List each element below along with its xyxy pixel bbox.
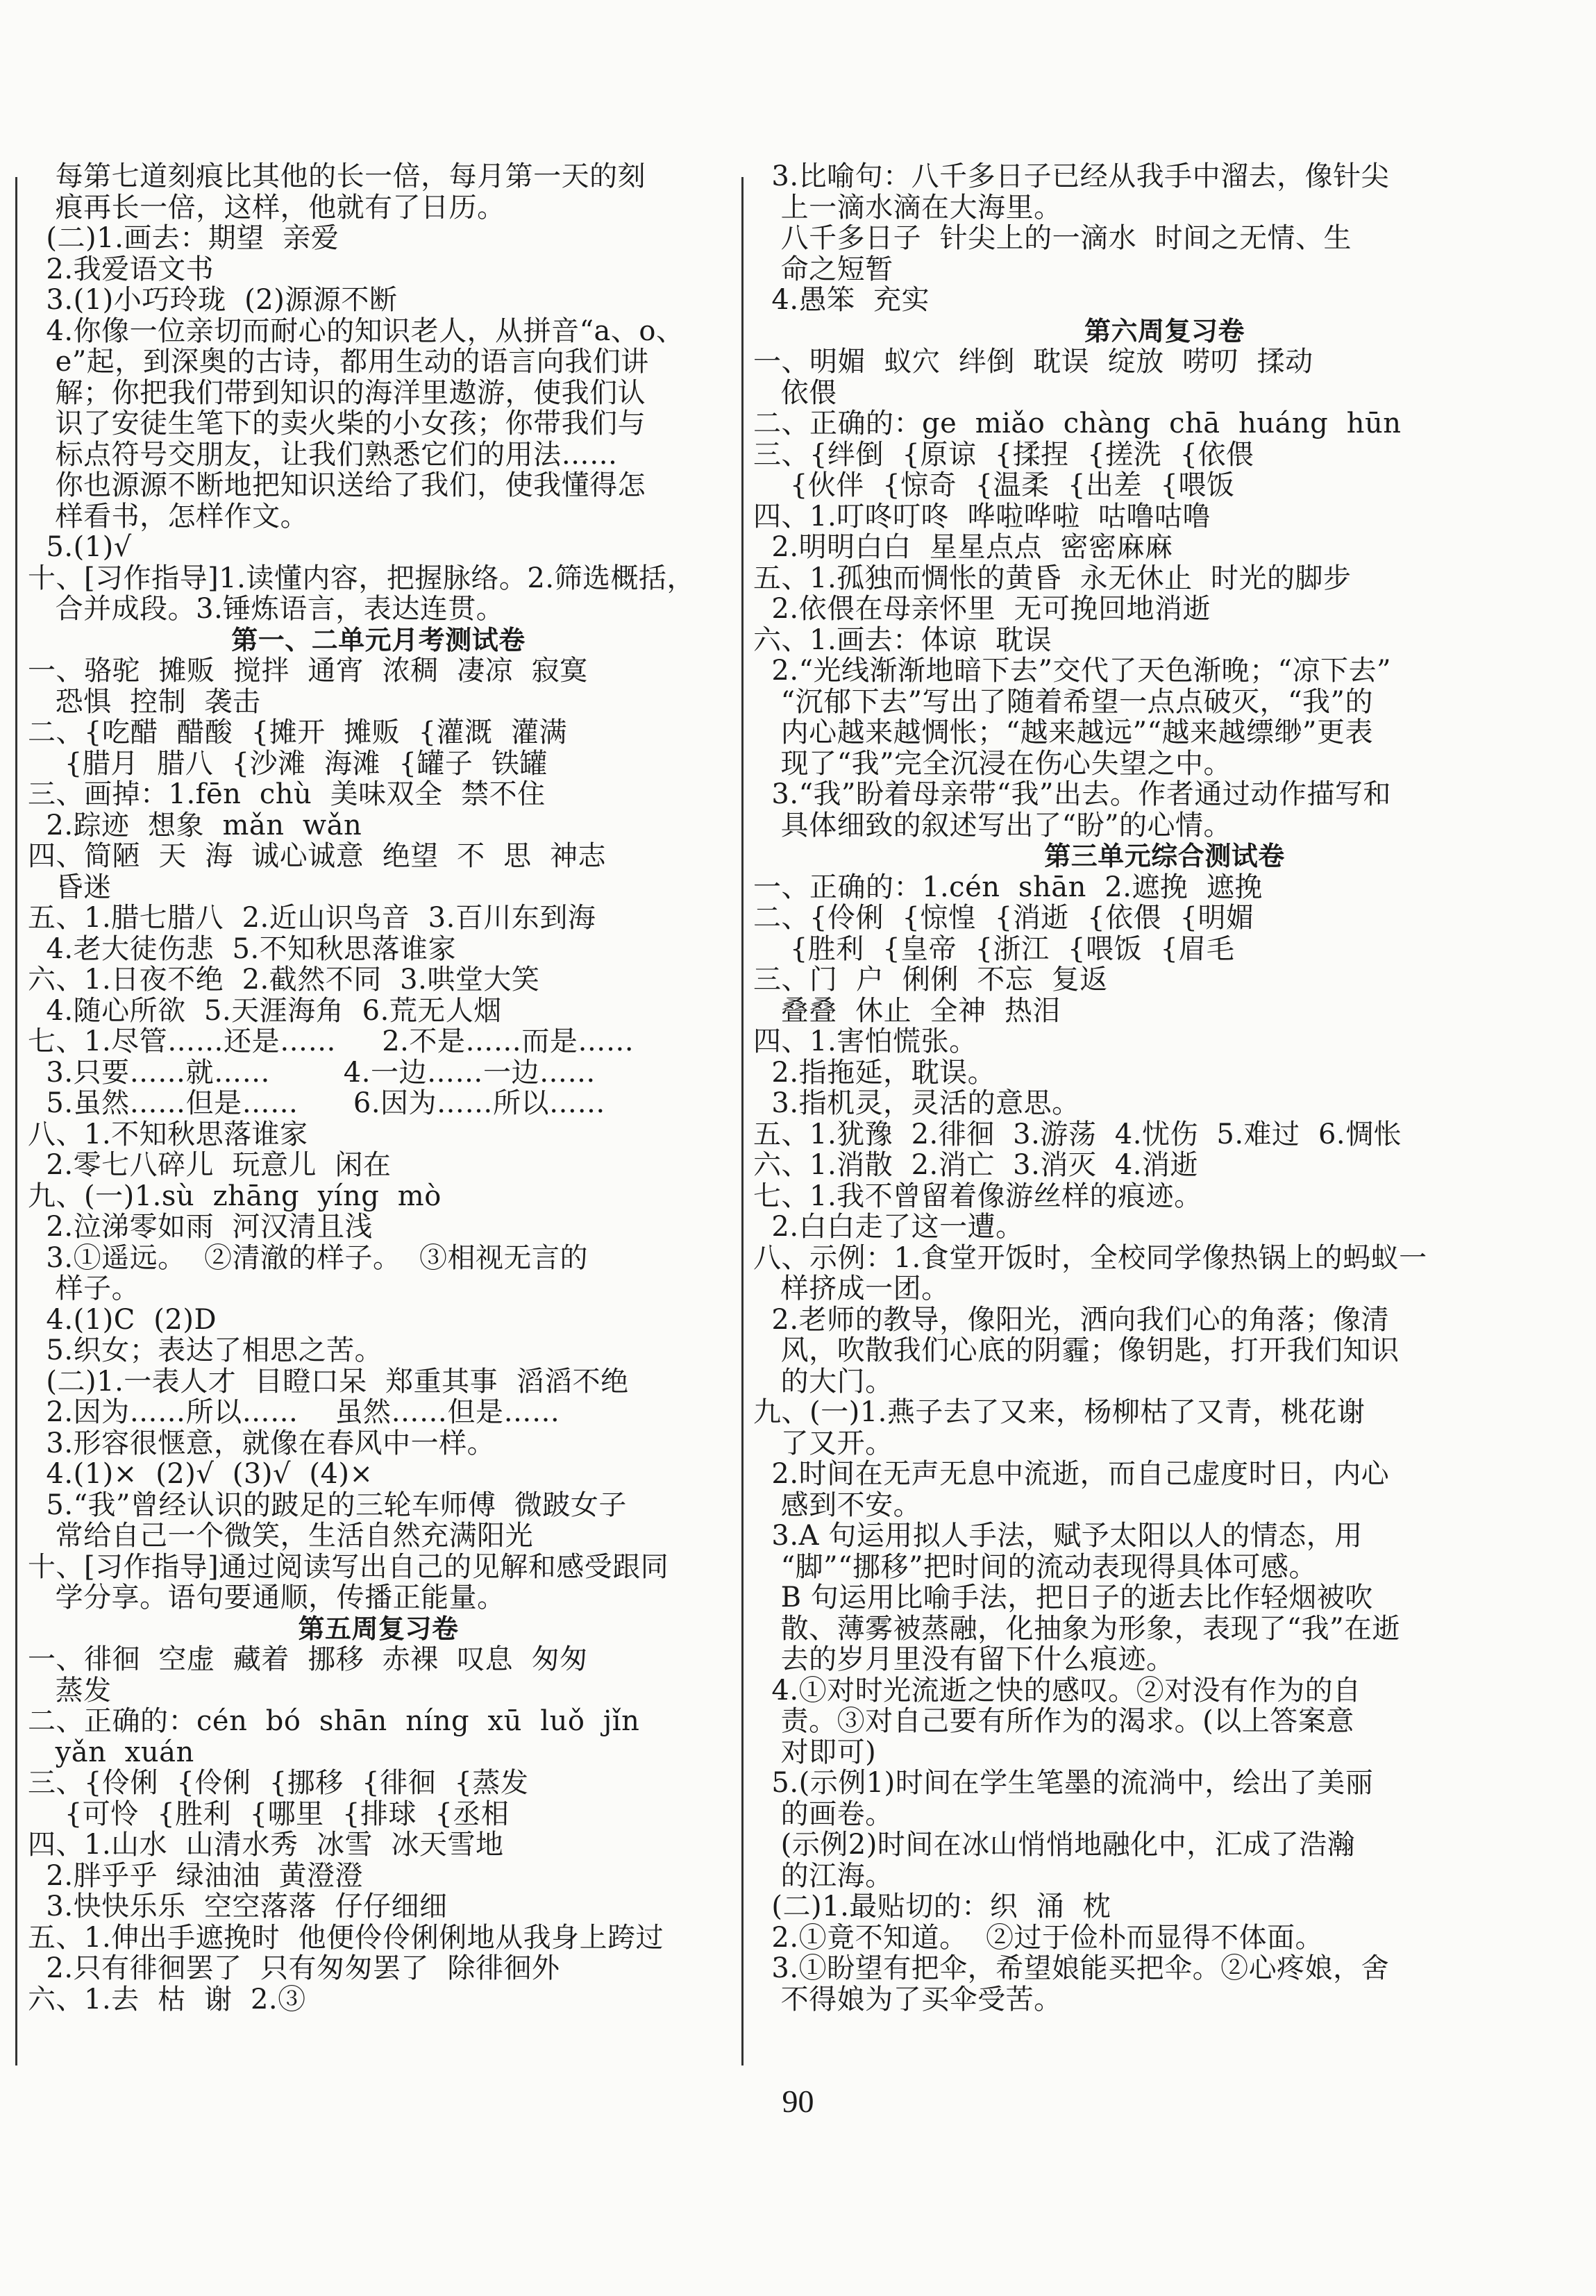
answer-line: 标点符号交朋友，让我们熟悉它们的用法…… bbox=[28, 438, 618, 471]
answer-line: (示例2)时间在冰山悄悄地融化中，汇成了浩瀚 bbox=[753, 1829, 1356, 1861]
answer-line: 昏迷 bbox=[28, 871, 112, 903]
answer-line: 3.比喻句：八千多日子已经从我手中溜去，像针尖 bbox=[753, 160, 1390, 192]
answer-line: 2.胖乎乎 绿油油 黄澄澄 bbox=[28, 1859, 363, 1892]
answer-line: 4.(1)× (2)√ (3)√ (4)× bbox=[28, 1458, 373, 1490]
answer-line: 3.①盼望有把伞，希望娘能买把伞。②心疼娘，舍 bbox=[753, 1952, 1390, 1984]
answer-line: 四、1.山水 山清水秀 冰雪 冰天雪地 bbox=[28, 1829, 504, 1861]
answer-line: 五、1.犹豫 2.徘徊 3.游荡 4.忧伤 5.难过 6.惆怅 bbox=[753, 1118, 1402, 1150]
answer-line: (二)1.最贴切的：织 涌 枕 bbox=[753, 1891, 1111, 1922]
answer-line: 4.你像一位亲切而耐心的知识老人，从拼音“a、o、 bbox=[28, 315, 684, 347]
answer-line: 恐惧 控制 袭击 bbox=[28, 685, 261, 718]
answer-line: B 句运用比喻手法，把日子的逝去比作轻烟被吹 bbox=[753, 1582, 1373, 1614]
section-heading: 第一、二单元月考测试卷 bbox=[231, 624, 526, 655]
answer-line: 三、{伶俐 {伶俐 {挪移 {徘徊 {蒸发 bbox=[28, 1767, 529, 1799]
answer-line: “沉郁下去”写出了随着希望一点点破灭，“我”的 bbox=[753, 685, 1373, 718]
answer-line: 识了安徒生笔下的卖火柴的小女孩；你带我们与 bbox=[28, 408, 646, 439]
left-margin-rule bbox=[15, 177, 17, 2065]
answer-line: 五、1.伸出手遮挽时 他便伶伶俐俐地从我身上跨过 bbox=[28, 1921, 664, 1954]
answer-line: 5.(示例1)时间在学生笔墨的流淌中，绘出了美丽 bbox=[753, 1767, 1374, 1799]
answer-line: 责。③对自己要有所作为的渴求。(以上答案意 bbox=[753, 1705, 1354, 1737]
answer-line: 上一滴水滴在大海里。 bbox=[753, 191, 1062, 224]
column-divider-rule bbox=[741, 177, 744, 2065]
answer-line: {腊月 腊八 {沙滩 海滩 {罐子 铁罐 bbox=[28, 747, 548, 780]
answer-line: 每第七道刻痕比其他的长一倍，每月第一天的刻 bbox=[28, 160, 646, 192]
answer-line: 依偎 bbox=[753, 376, 837, 409]
answer-line: 八千多日子 针尖上的一滴水 时间之无情、生 bbox=[753, 222, 1352, 254]
answer-line: 七、1.我不曾留着像游丝样的痕迹。 bbox=[753, 1180, 1202, 1212]
answer-line: 十、[习作指导]1.读懂内容，把握脉络。2.筛选概括， bbox=[28, 562, 696, 594]
answer-line: 一、徘徊 空虚 藏着 挪移 赤裸 叹息 匆匆 bbox=[28, 1643, 588, 1675]
answer-line: 一、骆驼 摊贩 搅拌 通宵 浓稠 凄凉 寂寞 bbox=[28, 655, 588, 687]
answer-line: 2.因为……所以…… 虽然……但是…… bbox=[28, 1396, 560, 1428]
answer-line: 的江海。 bbox=[753, 1859, 893, 1892]
answer-line: 痕再长一倍，这样，他就有了日历。 bbox=[28, 191, 505, 224]
answer-line: 六、1.去 枯 谢 2.③ bbox=[28, 1983, 306, 2016]
answer-line: 样看书，怎样作文。 bbox=[28, 500, 309, 533]
answer-line: 四、简陋 天 海 诚心诚意 绝望 不 思 神志 bbox=[28, 840, 607, 872]
answer-line: 2.老师的教导，像阳光，洒向我们心的角落；像清 bbox=[753, 1303, 1390, 1336]
answer-line: 3.(1)小巧玲珑 (2)源源不断 bbox=[28, 284, 398, 316]
answer-line: 六、1.消散 2.消亡 3.消灭 4.消逝 bbox=[753, 1149, 1198, 1181]
answer-line: 4.(1)C (2)D bbox=[28, 1303, 217, 1336]
answer-line: 4.随心所欲 5.天涯海角 6.荒无人烟 bbox=[28, 994, 502, 1027]
answer-line: 3.指机灵，灵活的意思。 bbox=[753, 1087, 1080, 1119]
answer-line: 内心越来越惆怅；“越来越远”“越来越缥缈”更表 bbox=[753, 717, 1373, 748]
answer-line: 五、1.孤独而惆怅的黄昏 永无休止 时光的脚步 bbox=[753, 562, 1352, 594]
answer-line: yǎn xuán bbox=[28, 1736, 194, 1768]
answer-line: 解；你把我们带到知识的海洋里遨游，使我们认 bbox=[28, 376, 646, 409]
answer-line: 现了“我”完全沉浸在伤心失望之中。 bbox=[753, 747, 1232, 780]
answer-line: 二、{吃醋 醋酸 {摊开 摊贩 {灌溉 灌满 bbox=[28, 717, 567, 748]
answer-line: 十、[习作指导]通过阅读写出自己的见解和感受跟同 bbox=[28, 1550, 669, 1583]
answer-line: 学分享。语句要通顺，传播正能量。 bbox=[28, 1582, 505, 1614]
answer-line: 3.A 句运用拟人手法，赋予太阳以人的情态，用 bbox=[753, 1520, 1363, 1552]
answer-line: 二、{伶俐 {惊惶 {消逝 {依偎 {明媚 bbox=[753, 902, 1254, 934]
answer-line: 五、1.腊七腊八 2.近山识鸟音 3.百川东到海 bbox=[28, 902, 596, 934]
answer-line: 样挤成一团。 bbox=[753, 1273, 950, 1305]
answer-line: “脚”“挪移”把时间的流动表现得具体可感。 bbox=[753, 1550, 1317, 1583]
answer-line: 三、画掉：1.fēn chù 美味双全 禁不住 bbox=[28, 778, 546, 810]
answer-line: 5.虽然……但是…… 6.因为……所以…… bbox=[28, 1087, 606, 1119]
answer-line: 3.只要……就…… 4.一边……一边…… bbox=[28, 1056, 596, 1089]
answer-line: 感到不安。 bbox=[753, 1489, 922, 1521]
answer-line: 4.愚笨 充实 bbox=[753, 284, 930, 316]
answer-line: 2.“光线渐渐地暗下去”交代了天色渐晚；“凉下去” bbox=[753, 655, 1391, 687]
answer-line: 2.踪迹 想象 mǎn wǎn bbox=[28, 809, 362, 841]
answer-line: 5.“我”曾经认识的跛足的三轮车师傅 微跛女子 bbox=[28, 1489, 627, 1521]
answer-line: {胜利 {皇帝 {浙江 {喂饭 {眉毛 bbox=[753, 932, 1235, 965]
answer-line: 样子。 bbox=[28, 1273, 140, 1305]
answer-line: 5.(1)√ bbox=[28, 531, 132, 563]
section-heading: 第五周复习卷 bbox=[298, 1613, 459, 1644]
answer-line: 4.①对时光流逝之快的感叹。②对没有作为的自 bbox=[753, 1674, 1361, 1707]
answer-line: 3.快快乐乐 空空落落 仔仔细细 bbox=[28, 1891, 448, 1922]
answer-line: 2.时间在无声无息中流逝，而自己虚度时日，内心 bbox=[753, 1458, 1390, 1490]
answer-line: 去的岁月里没有留下什么痕迹。 bbox=[753, 1643, 1175, 1675]
answer-line: 三、{绊倒 {原谅 {揉捏 {搓洗 {依偎 bbox=[753, 438, 1254, 471]
answer-line: 八、示例：1.食堂开饭时，全校同学像热锅上的蚂蚁一 bbox=[753, 1241, 1427, 1274]
page-number: 90 bbox=[782, 2084, 814, 2119]
answer-line: 一、明媚 蚁穴 绊倒 耽误 绽放 唠叨 揉动 bbox=[753, 346, 1313, 378]
answer-line: 常给自己一个微笑，生活自然充满阳光 bbox=[28, 1520, 534, 1552]
answer-line: 合并成段。3.锤炼语言，表达连贯。 bbox=[28, 593, 505, 625]
answer-line: 命之短暂 bbox=[753, 253, 893, 285]
answer-line: 一、正确的：1.cén shān 2.遮挽 遮挽 bbox=[753, 871, 1263, 903]
answer-line: 你也源源不断地把知识送给了我们，使我懂得怎 bbox=[28, 469, 646, 501]
answer-line: 六、1.画去：体谅 耽误 bbox=[753, 623, 1052, 656]
answer-line: {伙伴 {惊奇 {温柔 {出差 {喂饭 bbox=[753, 469, 1235, 501]
section-heading: 第三单元综合测试卷 bbox=[1044, 841, 1285, 871]
answer-line: 2.①竟不知道。 ②过于俭朴而显得不体面。 bbox=[753, 1921, 1324, 1954]
answer-line: 2.我爱语文书 bbox=[28, 253, 215, 285]
answer-line: 六、1.日夜不绝 2.截然不同 3.哄堂大笑 bbox=[28, 964, 540, 996]
answer-line: 2.白白走了这一遭。 bbox=[753, 1211, 1024, 1243]
answer-line: 具体细致的叙述写出了“盼”的心情。 bbox=[753, 809, 1232, 841]
answer-line: 三、门 户 俐俐 不忘 复返 bbox=[753, 964, 1108, 996]
answer-line: 4.老大徒伤悲 5.不知秋思落谁家 bbox=[28, 932, 457, 965]
answer-line: 二、正确的：ge miǎo chàng chā huáng hūn bbox=[753, 408, 1402, 439]
answer-line: 2.指拖延，耽误。 bbox=[753, 1056, 996, 1089]
section-heading: 第六周复习卷 bbox=[1084, 315, 1245, 346]
answer-line: 四、1.害怕慌张。 bbox=[753, 1025, 977, 1057]
answer-line: 2.明明白白 星星点点 密密麻麻 bbox=[753, 531, 1173, 563]
answer-line: 八、1.不知秋思落谁家 bbox=[28, 1118, 308, 1150]
answer-line: 了又开。 bbox=[753, 1427, 893, 1459]
answer-line: e”起，到深奥的古诗，都用生动的语言向我们讲 bbox=[28, 346, 649, 378]
answer-line: 散、薄雾被蒸融，化抽象为形象，表现了“我”在逝 bbox=[753, 1612, 1401, 1645]
answer-line: 二、正确的：cén bó shān níng xū luǒ jǐn bbox=[28, 1705, 640, 1737]
answer-line: 5.织女；表达了相思之苦。 bbox=[28, 1334, 383, 1366]
answer-line: 的画卷。 bbox=[753, 1798, 893, 1830]
answer-line: 九、(一)1.sù zhāng yíng mò bbox=[28, 1180, 442, 1212]
answer-line: 3.“我”盼着母亲带“我”出去。作者通过动作描写和 bbox=[753, 778, 1391, 810]
answer-line: 对即可) bbox=[753, 1736, 877, 1768]
answer-line: 3.①遥远。 ②清澈的样子。 ③相视无言的 bbox=[28, 1241, 588, 1274]
answer-line: 2.依偎在母亲怀里 无可挽回地消逝 bbox=[753, 593, 1211, 625]
right-column bbox=[753, 161, 1576, 2015]
answer-line: 七、1.尽管……还是…… 2.不是……而是…… bbox=[28, 1025, 635, 1057]
answer-line: 2.零七八碎儿 玩意儿 闲在 bbox=[28, 1149, 392, 1181]
answer-line: 2.只有徘徊罢了 只有匆匆罢了 除徘徊外 bbox=[28, 1952, 560, 1984]
answer-line: (二)1.一表人才 目瞪口呆 郑重其事 滔滔不绝 bbox=[28, 1365, 629, 1398]
answer-line: 叠叠 休止 全神 热泪 bbox=[753, 994, 1061, 1027]
answer-line: 不得娘为了买伞受苦。 bbox=[753, 1983, 1062, 2016]
answer-line: 的大门。 bbox=[753, 1365, 893, 1398]
answer-line: (二)1.画去：期望 亲爱 bbox=[28, 222, 339, 254]
answer-line: 蒸发 bbox=[28, 1674, 112, 1707]
answer-line: 四、1.叮咚叮咚 哗啦哗啦 咕噜咕噜 bbox=[753, 500, 1211, 533]
answer-line: 3.形容很惬意，就像在春风中一样。 bbox=[28, 1427, 496, 1459]
left-column bbox=[28, 161, 729, 2015]
answer-line: 风，吹散我们心底的阴霾；像钥匙，打开我们知识 bbox=[753, 1334, 1400, 1366]
answer-line: 2.泣涕零如雨 河汉清且浅 bbox=[28, 1211, 373, 1243]
answer-line: 九、(一)1.燕子去了又来，杨柳枯了又青，桃花谢 bbox=[753, 1396, 1366, 1428]
answer-line: {可怜 {胜利 {哪里 {排球 {丞相 bbox=[28, 1798, 510, 1830]
